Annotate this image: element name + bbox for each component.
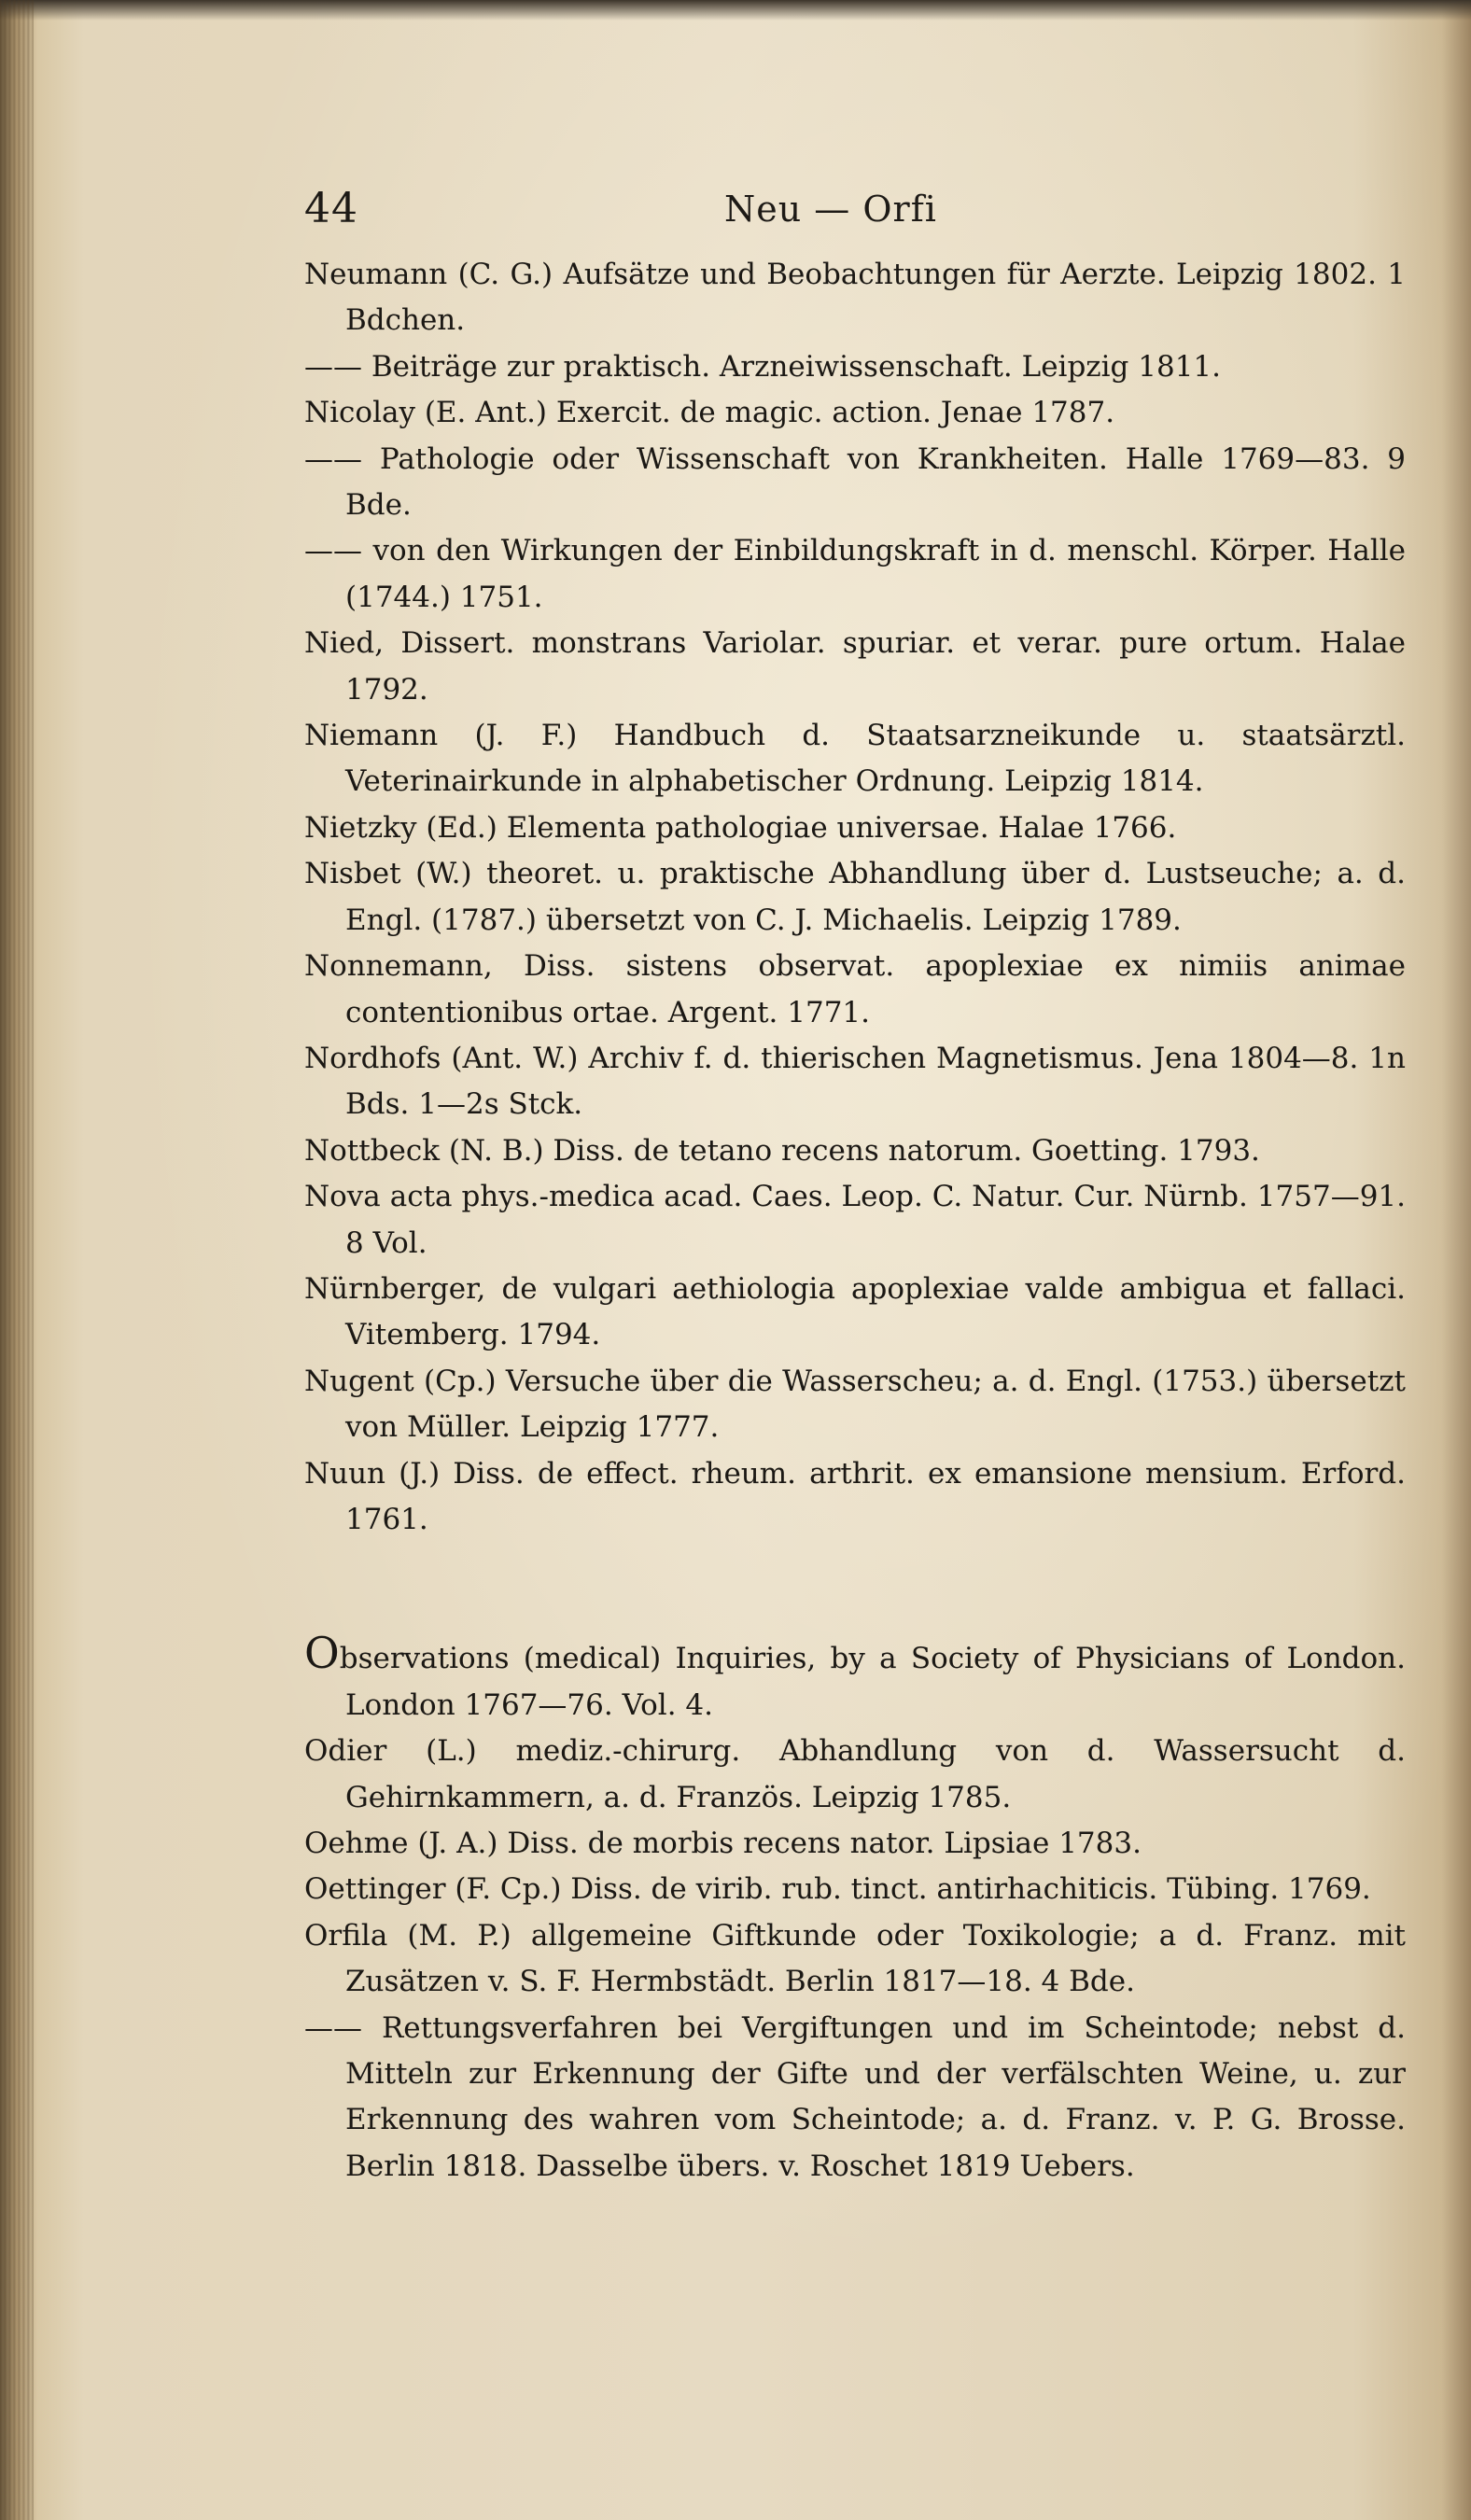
bibliography-entry: Nugent (Cp.) Versuche über die Wasserscheu; a. d. Engl. (1753.) übersetzt von Müller. Leipzig 1777. xyxy=(304,1364,1406,1445)
bibliography-entry: —— von den Wirkungen der Einbildungskraft in d. menschl. Körper. Halle (1744.) 1751. xyxy=(304,534,1406,614)
entry-text: bservations (medical) Inquiries, by a Society of Physicians of London. London 1767—76. Vol. 4. xyxy=(339,1642,1406,1722)
bibliography-entry: Oehme (J. A.) Diss. de morbis recens nator. Lipsiae 1783. xyxy=(304,1827,1142,1860)
bibliography-entry: Nied, Dissert. monstrans Variolar. spuriar. et verar. pure ortum. Halae 1792. xyxy=(304,626,1406,707)
running-head xyxy=(304,185,1387,241)
bibliography-entry: Neumann (C. G.) Aufsätze und Beobachtungen für Aerzte. Leipzig 1802. 1 Bdchen. xyxy=(304,258,1406,338)
bibliography-entry: Nova acta phys.-medica acad. Caes. Leop. C. Natur. Cur. Nürnb. 1757—91. 8 Vol. xyxy=(304,1180,1406,1260)
bibliography-entry: —— Pathologie oder Wissenschaft von Krankheiten. Halle 1769—83. 9 Bde. xyxy=(304,441,1406,523)
bibliography-entry: Nottbeck (N. B.) Diss. de tetano recens natorum. Goetting. 1793. xyxy=(304,1133,1260,1168)
bibliography-entry: Oettinger (F. Cp.) Diss. de virib. rub. tinct. antirhachiticis. Tübing. 1769. xyxy=(304,1872,1371,1907)
section-initial: O xyxy=(304,1628,340,1679)
bibliography-entry: Nuun (J.) Diss. de effect. rheum. arthrit. ex emansione mensium. Erford. 1761. xyxy=(304,1456,1406,1536)
bibliography-entry: Niemann (J. F.) Handbuch d. Staatsarzneikunde u. staatsärztl. Veterinairkunde in alphabetischer Ordnung. Leipzig 1814. xyxy=(304,719,1406,799)
running-title: Neu — Orfi xyxy=(724,189,937,230)
section-divider-space xyxy=(304,1543,1406,1634)
bibliography-entry: Orfila (M. P.) allgemeine Giftkunde oder Toxikologie; a d. Franz. mit Zusätzen v. S. F. Hermbstädt. Berlin 1817—18. 4 Bde. xyxy=(304,1918,1406,1999)
page-number: 44 xyxy=(304,185,358,232)
bibliography-entry: Odier (L.) mediz.-chirurg. Abhandlung von d. Wassersucht d. Gehirnkammern, a. d. Französ. Leipzig 1785. xyxy=(304,1734,1406,1814)
bibliography-entry: Nordhofs (Ant. W.) Archiv f. d. thierischen Magnetismus. Jena 1804—8. 1n Bds. 1—2s Stck. xyxy=(304,1041,1406,1122)
bibliography-entry: —— Rettungsverfahren bei Vergiftungen und im Scheintode; nebst d. Mitteln zur Erkennung der Gifte und der verfälschten Weine, u. zur Erkennung des wahren vom Scheintode; a. d. Franz. v. P. G. Brosse. Berlin 1818. Dasselbe übers. v. Roschet 1819 Uebers. xyxy=(304,2010,1406,2183)
bibliography-entry: Nisbet (W.) theoret. u. praktische Abhandlung über d. Lustseuche; a. d. Engl. (1787.) übersetzt von C. J. Michaelis. Leipzig 1789. xyxy=(304,857,1406,937)
bibliography-entry: —— Beiträge zur praktisch. Arzneiwissenschaft. Leipzig 1811. xyxy=(304,349,1221,384)
bibliography-entry: Nietzky (Ed.) Elementa pathologiae universae. Halae 1766. xyxy=(304,810,1177,845)
bibliography-entry: Nonnemann, Diss. sistens observat. apoplexiae ex nimiis animae contentionibus ortae. Argent. 1771. xyxy=(304,949,1406,1029)
bibliography-entry: Nicolay (E. Ant.) Exercit. de magic. action. Jenae 1787. xyxy=(304,396,1115,430)
bibliography-entry-section-start xyxy=(304,1628,1406,1729)
bibliography-entry: Nürnberger, de vulgari aethiologia apoplexiae valde ambigua et fallaci. Vitemberg. 1794. xyxy=(304,1271,1406,1352)
bibliography-list xyxy=(304,252,1406,2190)
